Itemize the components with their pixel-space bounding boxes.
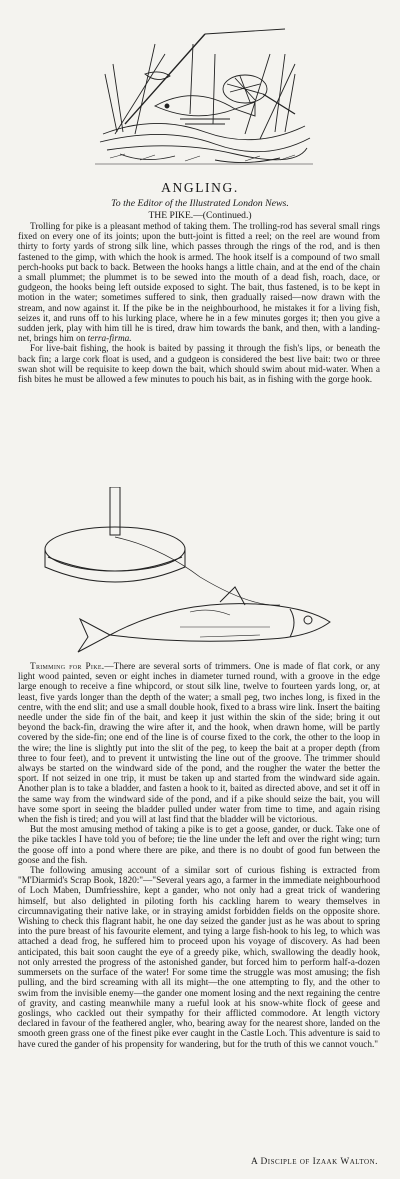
paragraph: The following amusing account of a similar sort of curious fishing is extracted from "M'Diarmid's Scrap Book, 1820:"—"Several years ago, a farmer in the immediate neighbourhood of Loch Maben, Dumfriesshire, kept a gander, who not only had a great trick of wandering himself, but also delighted in piloting forth his cackling harem to weary themselves in circumnavigating their native lake, or in straying amidst forbidden fields on the opposite shore. Wishing to check this flagrant habit, he one day seized the gander just as he was about to spring into the pure breast of his favourite element, and tying a large fish-hook to his leg, to which was attached a dead frog, he suffered him to proceed upon his voyage of discovery. As had been anticipated, this bait soon caught the eye of a greedy pike, which, swallowing the deadly hook, not only arrested the progress of the astonished gander, but forced him to perform half-a-dozen summersets on the surface of the water! For some time the struggle was most amusing; the fish pulling, and the bird screaming with all its might—the one attempting to fly, and the other to swim from the invisible enemy—the gander one moment losing and the next regaining the centre of gravity, and casting meanwhile many a rueful look at his snow-white flock of geese and goslings, who cackled out their sympathy for their afflicted commodore. At length victory declared in favour of the feathered angler, who, bearing away for the nearest shore, landed on the smooth green grass one of the finest pike ever caught in the Castle Loch. This adventure is said to have cured the gander of his propensity for wandering, but for the truth of this we cannot vouch.": [18, 866, 380, 1050]
angling-tackle-engraving: [95, 14, 313, 174]
paragraph-text: Trolling for pike is a pleasant method of taking them. The trolling-rod has several small rings fixed on every one of its joints; upon the butt-joint is fitted a reel; on the reel are wound from thirty to forty yards of strong silk line, which passes through the rings of the rod, and is then fastened to the gimp, with which the hook is armed. The hook itself is a compound of two small perch-hooks put back to back. Between the hooks hangs a little chain, and at the end of the chain a small plummet; the plummet is to be sewed into the mouth of a dead fish, roach, dace, or gudgeon, the hooks being left outside exposed to sight. The bait, thus fastened, is to be kept in motion in the water; sometimes suffered to sink, then gradually raised—now drawn with the stream, and now against it. If the pike be in the neighbourhood, he mistakes it for a living fish, seizes it, and runs off to his lurking place, where he in a few minutes gorges it; then you give a sudden jerk, play with him till he is tired, draw him towards the bank, and then, with a landing-net, brings him on: [18, 222, 380, 345]
cork-trimmer-illustration: [40, 487, 360, 662]
article-column-bottom: [18, 662, 380, 1050]
paragraph: [18, 662, 380, 825]
article-column-top: [18, 222, 380, 385]
section-title: ANGLING.: [161, 180, 239, 195]
editor-address-line: To the Editor of the Illustrated London News.: [111, 198, 289, 209]
article-subhead: THE PIKE.—(Continued.): [148, 210, 252, 221]
italic-term: terra-firma.: [87, 334, 132, 345]
author-signature: A Disciple of Izaak Walton.: [250, 1157, 378, 1167]
paragraph: For live-bait fishing, the hook is baited by passing it through the fish's lips, or beneath the back fin; a large cork float is used, and a gudgeon is considered the best live bait: two or three swan shot will be requisite to keep down the bait, which should swim about mid-water. When a fish bites he must be allowed a few minutes to pouch his bait, as in fishing with the gorge hook.: [18, 344, 380, 386]
paragraph-lead-in: Trimming for Pike.: [30, 662, 105, 672]
paragraph: But the most amusing method of taking a pike is to get a goose, gander, or duck. Take one of the pike tackles I have told you of before; tie the line under the left and over the right wing; turn the goose off into a pond where there are pike, and there is no doubt of good fun between the goose and the fish.: [18, 825, 380, 866]
paragraph: [18, 222, 380, 344]
paragraph-text: —There are several sorts of trimmers. One is made of flat cork, or any light wood painted, seven or eight inches in diameter turned round, with a groove in the edge large enough to receive a fine whipcord, or stout silk line, twelve to fourteen yards long, or, at least, five yards longer than the depth of the water; a small peg, two inches long, is fixed in the centre, with the end slit; and use a small double hook, fixed to a brass wire link. Insert the baiting needle under the side fin of the bait, and keep it just within the skin of the side; bring it out beyond the back-fin, drawing the wire after it, and the hook, when drawn home, will be partly covered by the side-fin; one end of the line is of course fixed to the cork, the other to the loop in the wire; the line is slightly put into the slit of the peg, to keep the bait at a proper depth (from three to four feet), and to prevent it untwisting the line out of the groove. The trimmer should always be started on the windward side of the pond, and the rougher the water the better the sport. If not seized in one trip, it must be taken up and started from the windward side again. Another plan is to take a bladder, and fasten a hook to it, baited as directed above, and set it off in the same way from the windward side of the pond, and if a pike should seize the bait, you will have some sport in seeing the bladder pulled under water from time to time, and again rising when the fish is tired; and you will at last find that the bladder will be victorious.: [18, 662, 380, 826]
